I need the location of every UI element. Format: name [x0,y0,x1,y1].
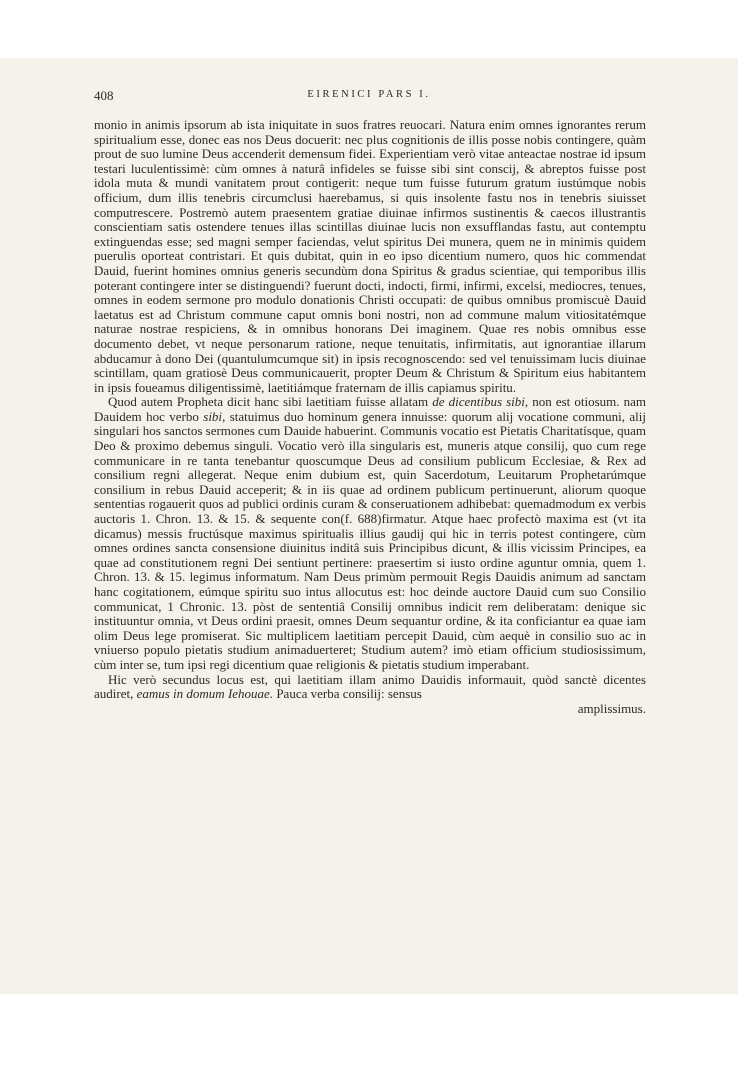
italic-word: sibi [203,408,223,424]
italic-quote: eamus in domum Iehouae. [136,686,274,702]
page-number: 408 [94,88,114,103]
italic-phrase: de dicentibus sibi [432,394,525,410]
page-header [94,88,644,106]
running-head: EIRENICI PARS I. [307,89,431,100]
paragraph-2: Quod autem Propheta dicit hanc sibi laetitiam fuisse allatam de dicentibus sibi, non est otiosum. nam Dauidem hoc verbo sibi, statuimus duo hominum genera innuisse: quorum alij vocatione communi, alij singulari hos sanctos sermones cum Dauide habuerint. Communis vocatio est Pietatis Charitatísque, quam Deo & proximo debemus singuli. Vocatio verò illa singularis est, muneris atque consilij, quo cum rege communicare in re tanta tenebantur quoscumque Deus ad consilium publicum Ecclesiae, & Rex ad consilium regni allegerat. Neque enim dubium est, quin Sacerdotum, Leuitarum Prophetarúmque consilium in rebus Dauid acceperit; & in iis quae ad ordinem publicum pertinuerunt, aliorum quoque sententias rogauerit quos ad publici ordinis curam & conseruationem adhibebat: quemadmodum ex verbis auctoris 1. Chron. 13. & 15. & sequente con(f. 688)firmatur. Atque haec profectò maxima est (vt ita dicamus) messis fructúsque maximus spiritualis illius gaudij qui hic in terris potest contingere, cùm omnes ordines sancta consensione diuinitus inditâ suis Principibus dicunt, & illis vicissim Principes, ea quae ad constitutionem regni Dei sentiunt pertinere: praesertim si iusto ordine aguntur omnia, quem 1. Chron. 13. & 15. legimus informatum. Nam Deus primùm permouit Regis Dauidis animum ad sanctam hanc cogitationem, eúmque spiritu suo intus allocutus est: hoc deinde auctore Dauid cum suo Consilio communicat, 1 Chronic. 13. pòst de sententiâ Consilij omnibus indicit rem deliberatam: denique sic instituuntur omnia, vt Deus ordini praesit, omnes Deum sequantur ordine, & ita conficiantur ea quae iam olim Deus lege promiserat. Sic multiplicem laetitiam percepit Dauid, cùm aequè in consilio suo ac in vniuerso populo pietatis studium animaduerteret; Studium autem? imò etiam officium studiosissimum, cùm inter se, tum ipsi regi dicentium quae religionis & pietatis studium imperabant. [94,394,647,672]
paragraph-1: monio in animis ipsorum ab ista iniquitate in suos fratres reuocari. Natura enim omnes ignorantes rerum spiritualium esse, donec eas nos Deus docuerit: nec plus cognitionis de illis posse nobis contingere, quàm prout de suo lumine Deus accenderit demensum fidei. Experientiam verò vitae anteactae nostrae id ipsum testari luculentissimè: cùm omnes à naturâ infideles se fuisse sibi sint conscij, & abreptos fuisse post idola muta & mundi vanitatem prout contigerit: neque tum fuisse futurum gratum iustúmque nobis officium, dum illis tenebris circumclusi haerebamus, si quis insolente fastu nos in tenebris siuisset computrescere. Postremò autem praesentem gratiae diuinae infirmos sustinentis & caecos illustrantis conscientiam satis ostendere tenues illas scintillas diuinae lucis non exsufflandas fastu, aut contemptu extinguendas esse; sed magni semper faciendas, velut spiritus Dei munera, quem ne in minimis quidem puerulis oporteat contristari. Et quis dubitat, quin in eo ipso dicentium numero, quos hic commendat Dauid, fuerint homines omnius generis secundùm dona Spiritus & gradus scientiae, qui temporibus illis poterant contingere inter se distinguendi? fuerunt docti, indocti, firmi, infirmi, excelsi, mediocres, tenues, omnes in eodem sermone pro modulo donationis Christi occupati: de quibus omnibus promiscuè Dauid laetatus est ad Christum commune caput omnis boni nostri, non ad commune malum vitiositatémque naturae nostrae respiciens, & in omnibus honorans Dei imaginem. Quae res nobis omnibus esse documento debet, vt neque personarum ratione, neque tenuitatis, infirmitatis, aut ignorantiae illarum abducamur à dono Dei (quantulumcumque sit) in ipsis recognoscendo: sed vel tenuissimam lucis diuinae scintillam, quam gratiosè Deus communicauerit, propter Deum & Christum & Spiritum eius habitantem in ipsis foueamus diligentissimè, laetitiámque fraternam de illis capiamus spiritu. [94,117,646,395]
catchword: amplissimus. [577,700,646,716]
paragraph-3: Hic verò secundus locus est, qui laetitiam illam animo Dauidis informauit, quòd sanctè dicentes audiret, eamus in domum Iehouae. Pauca verba consilij: sensus [94,671,646,702]
body-text [94,118,646,716]
